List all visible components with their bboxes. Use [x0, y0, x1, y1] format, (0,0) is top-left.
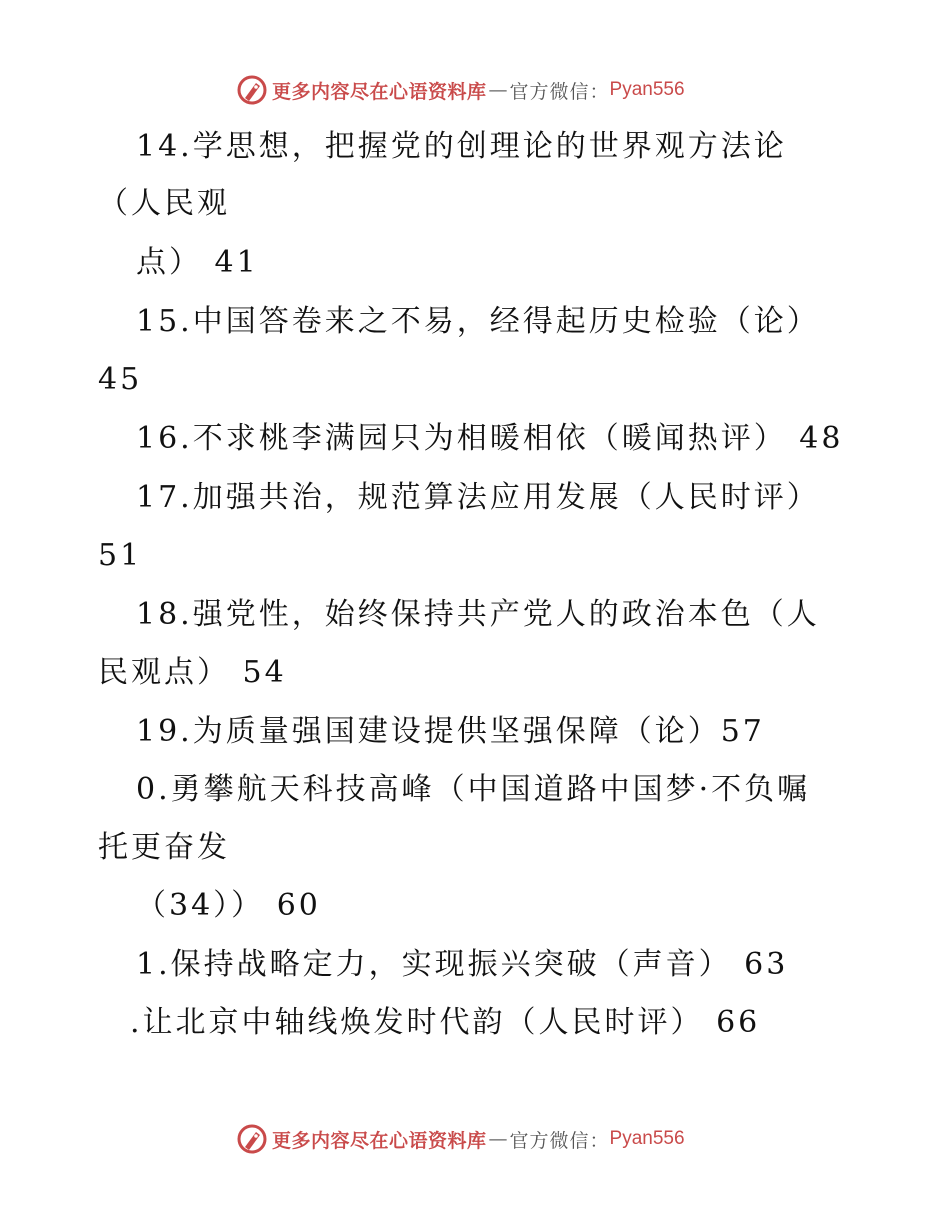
red-pen-nib-logo-icon: [236, 1123, 268, 1155]
toc-line: （34）） 60: [136, 888, 321, 923]
toc-line: 点） 41: [136, 245, 259, 280]
watermark-official-label: 官方微信：: [509, 1129, 610, 1152]
toc-line: 1.保持战略定力，实现振兴突破（声音） 63: [136, 947, 789, 982]
watermark-brand: 更多内容尽在心语资料库: [272, 1129, 487, 1152]
toc-line: 民观点） 54: [98, 655, 287, 690]
toc-line: 0.勇攀航天科技高峰（中国道路中国梦·不负嘱: [136, 772, 811, 807]
watermark-wechat-id: Pyan556: [609, 79, 685, 100]
toc-line: 托更奋发: [98, 830, 230, 865]
watermark-separator: —: [488, 1128, 508, 1150]
header-watermark: [236, 73, 685, 107]
toc-line: 17.加强共治，规范算法应用发展（人民时评）: [136, 480, 820, 515]
toc-line: 16.不求桃李满园只为相暖相依（暖闻热评） 48: [136, 421, 844, 456]
toc-line: 19.为质量强国建设提供坚强保障（论）57: [136, 714, 765, 749]
toc-line: 18.强党性，始终保持共产党人的政治本色（人: [136, 597, 820, 632]
watermark-brand: 更多内容尽在心语资料库: [272, 80, 487, 103]
toc-line: 15.中国答卷来之不易，经得起历史检验（论）: [136, 304, 820, 339]
watermark-wechat-id: Pyan556: [609, 1128, 685, 1149]
watermark-official-label: 官方微信：: [509, 80, 610, 103]
watermark-separator: —: [488, 79, 508, 101]
toc-line: （人民观: [98, 186, 230, 221]
toc-line: .让北京中轴线焕发时代韵（人民时评） 66: [130, 1005, 761, 1040]
toc-line: 45: [98, 362, 143, 397]
toc-line: 51: [98, 538, 143, 573]
footer-watermark: [236, 1122, 685, 1156]
toc-line: 14.学思想，把握党的创理论的世界观方法论: [136, 129, 787, 164]
red-pen-nib-logo-icon: [236, 74, 268, 106]
